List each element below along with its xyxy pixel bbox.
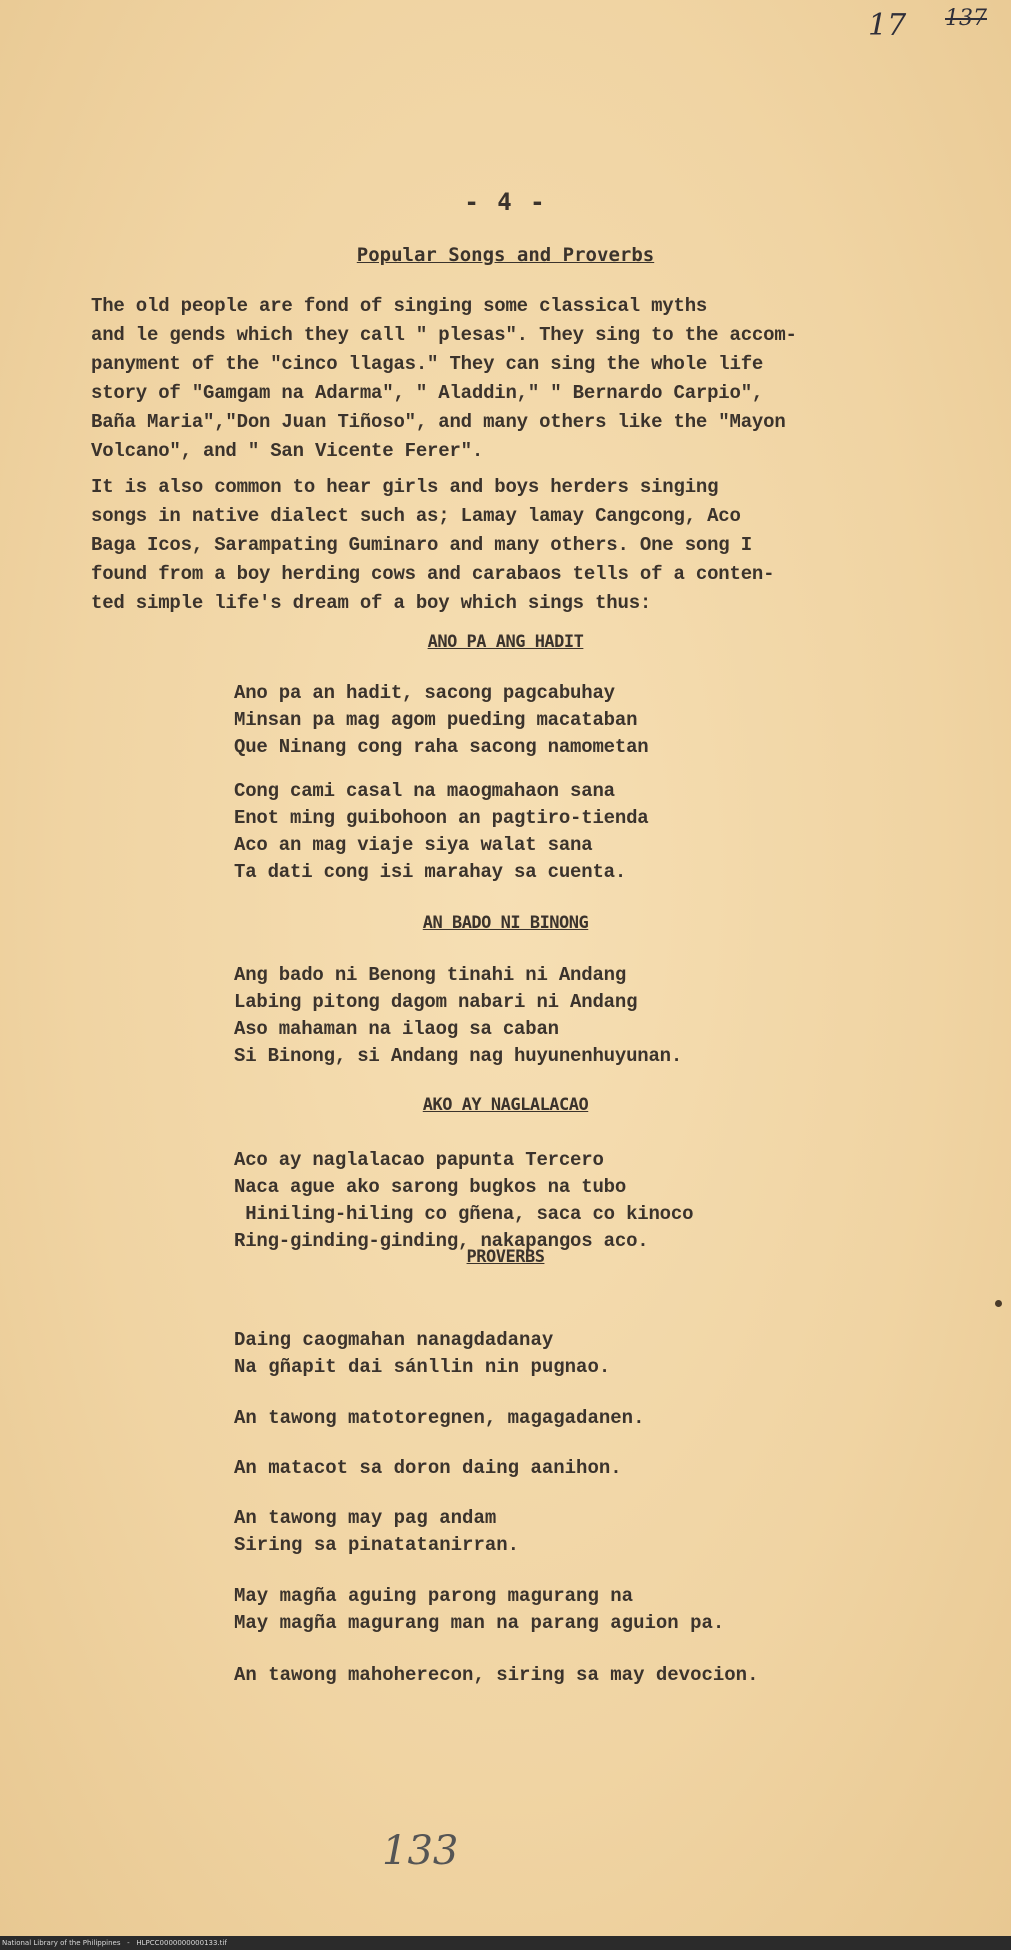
song-title-an-bado-ni-binong: AN BADO NI BINONG <box>422 913 589 933</box>
paragraph-2: It is also common to hear girls and boys herders singing songs in native dialect such as; Lamay lamay Cangcong, Aco Baga Icos, Sarampating Guminaro and many others. One song I found from a boy herding cows and carabaos tells of a conten- ted simple life's dream of a boy which sings thus: <box>91 476 775 614</box>
page-title: Popular Songs and Proverbs <box>356 244 655 266</box>
proverb-4: An tawong may pag andam Siring sa pinatatanirran. <box>234 1507 520 1556</box>
song-2-verse: Ang bado ni Benong tinahi ni Andang Labing pitong dagom nabari ni Andang Aso mahaman na ilaog sa caban Si Binong, si Andang nag huyunenhuyunan. <box>234 964 683 1067</box>
song-1-verse-2: Cong cami casal na maogmahaon sana Enot ming guibohoon an pagtiro-tienda Aco an mag viaje siya walat sana Ta dati cong isi marahay sa cuenta. <box>234 780 649 883</box>
song-title-ano-pa-ang-hadit: ANO PA ANG HADIT <box>427 632 584 652</box>
song-3-verse: Aco ay naglalacao papunta Tercero Naca ague ako sarong bugkos na tubo Hiniling-hiling co gñena, saca co kinoco Ring-ginding-ginding, nakapangos aco. <box>234 1149 694 1252</box>
ink-spot <box>995 1300 1002 1307</box>
proverb-1: Daing caogmahan nanagdadanay Na gñapit dai sánllin nin pugnao. <box>234 1329 611 1378</box>
proverb-5: May magña aguing parong magurang na May magña magurang man na parang aguion pa. <box>234 1585 725 1634</box>
page-number: - 4 - <box>464 188 547 216</box>
archive-footer: National Library of the Philippines - HLPCC0000000000133.tif <box>0 1936 1011 1950</box>
proverbs-title: PROVERBS <box>466 1247 545 1267</box>
proverb-2: An tawong matotoregnen, magagadanen. <box>234 1407 645 1429</box>
folio-number-crossed: 137 <box>945 6 987 31</box>
handwritten-page-number: 133 <box>382 1828 459 1874</box>
proverb-3: An matacot sa doron daing aanihon. <box>234 1457 622 1479</box>
song-title-ako-ay-naglalacao: AKO AY NAGLALACAO <box>422 1095 589 1115</box>
proverb-6: An tawong mahoherecon, siring sa may devocion. <box>234 1664 759 1686</box>
song-1-verse-1: Ano pa an hadit, sacong pagcabuhay Minsan pa mag agom pueding macataban Que Ninang cong raha sacong namometan <box>234 682 649 758</box>
folio-number: 17 <box>868 8 907 43</box>
paragraph-1: The old people are fond of singing some classical myths and le gends which they call " plesas". They sing to the accom- panyment of the "cinco llagas." They can sing the whole life story of "Gamgam na Adarma", " Aladdin," " Bernardo Carpio", Baña Maria","Don Juan Tiñoso", and many others like the "Mayon Volcano", and " San Vicente Ferer". <box>91 295 797 462</box>
